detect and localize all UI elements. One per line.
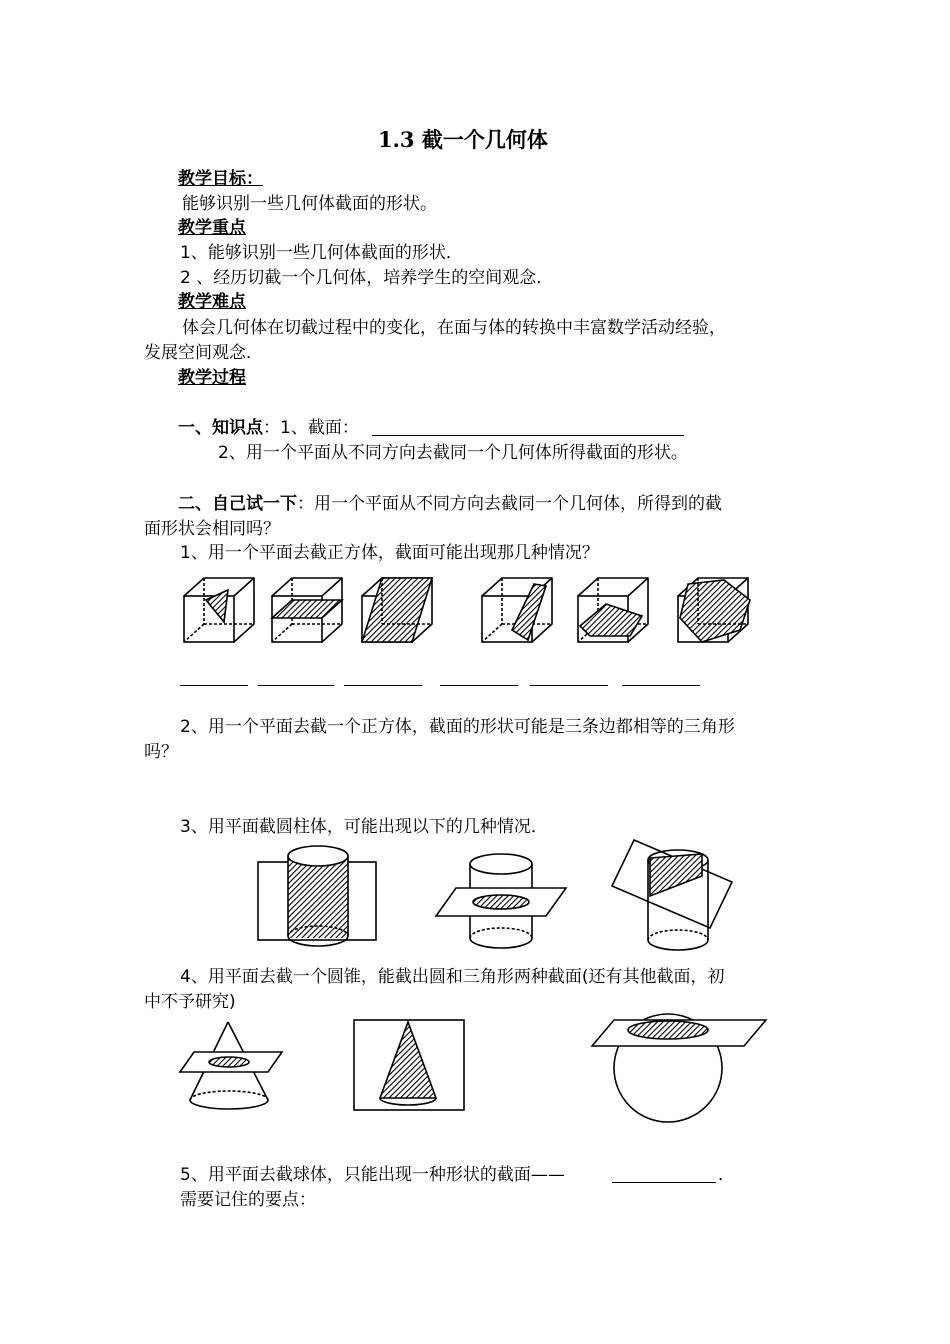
cone-sphere-sections-figure xyxy=(178,1014,770,1118)
question-3: 3、用平面截圆柱体，可能出现以下的几种情况． xyxy=(180,817,548,837)
sphere-answer-blank[interactable] xyxy=(612,1181,716,1183)
sphere-circle-section xyxy=(592,1014,766,1122)
key-point-1: 1、能够识别一些几何体截面的形状． xyxy=(180,243,463,263)
cube-sections-figure xyxy=(178,574,768,646)
question-5-end: ． xyxy=(718,1165,735,1185)
key-points-heading: 教学重点 xyxy=(178,218,246,238)
section1-label: 一、知识点 xyxy=(178,418,263,438)
difficulties-line2: 发展空间观念． xyxy=(144,343,263,363)
cylinder-tilted-section xyxy=(612,840,732,950)
page-title: 1.3 截一个几何体 xyxy=(378,127,548,152)
difficulties-line1: 体会几何体在切截过程中的变化，在面与体的转换中丰富数学活动经验， xyxy=(182,318,726,338)
question-1: 1、用一个平面去截正方体，截面可能出现那几种情况？ xyxy=(180,543,599,563)
cone-circle-section xyxy=(180,1022,282,1109)
cube-answer-blank-5[interactable] xyxy=(530,684,608,686)
objectives-text: 能够识别一些几何体截面的形状。 xyxy=(182,194,437,214)
cube-answer-blank-3[interactable] xyxy=(344,684,422,686)
section1-item2: 2、用一个平面从不同方向去截同一个几何体所得截面的形状。 xyxy=(218,443,688,463)
cube-answer-blank-6[interactable] xyxy=(622,684,700,686)
cylinder-circle-section xyxy=(436,854,566,948)
cube-trapezoid-section xyxy=(482,578,552,642)
question-4-line2: 中不予研究) xyxy=(144,992,236,1012)
cube-answer-blank-4[interactable] xyxy=(440,684,518,686)
cube-answer-blank-1[interactable] xyxy=(180,684,248,686)
section1-colon: ： xyxy=(263,418,280,438)
key-point-2: 2 、经历切截一个几何体，培养学生的空间观念． xyxy=(180,268,554,288)
cube-answer-blank-2[interactable] xyxy=(258,684,334,686)
remember-points: 需要记住的要点： xyxy=(180,1190,316,1210)
objectives-heading: 教学目标： xyxy=(178,169,263,189)
section2-line1 xyxy=(178,492,722,516)
cube-triangle-section xyxy=(184,578,254,642)
section2-line1-rest: ：用一个平面从不同方向去截同一个几何体，所得到的截 xyxy=(297,494,722,514)
question-2-line2: 吗？ xyxy=(144,742,178,762)
difficulties-heading: 教学难点 xyxy=(178,292,246,312)
cube-pentagon-section xyxy=(578,578,648,642)
question-2-line1: 2、用一个平面去截一个正方体，截面的形状可能是三条边都相等的三角形 xyxy=(180,717,735,737)
section1-item1: 1、截面： xyxy=(280,418,359,438)
section2-line2: 面形状会相同吗？ xyxy=(144,519,280,539)
section2-label: 二、自己试一下 xyxy=(178,494,297,514)
cylinder-sections-figure xyxy=(256,836,736,954)
cube-rectangle-section xyxy=(362,578,432,642)
process-heading: 教学过程 xyxy=(178,368,246,388)
cube-square-section xyxy=(272,578,342,642)
cross-section-blank[interactable] xyxy=(372,434,684,436)
cone-triangle-section xyxy=(354,1020,464,1110)
question-4-line1: 4、用平面去截一个圆锥，能截出圆和三角形两种截面(还有其他截面，初 xyxy=(180,967,725,987)
cylinder-rectangle-section xyxy=(258,846,376,946)
cube-hexagon-section xyxy=(678,578,750,642)
question-5: 5、用平面去截球体，只能出现一种形状的截面—— xyxy=(180,1165,565,1185)
section1-line1 xyxy=(178,416,359,440)
